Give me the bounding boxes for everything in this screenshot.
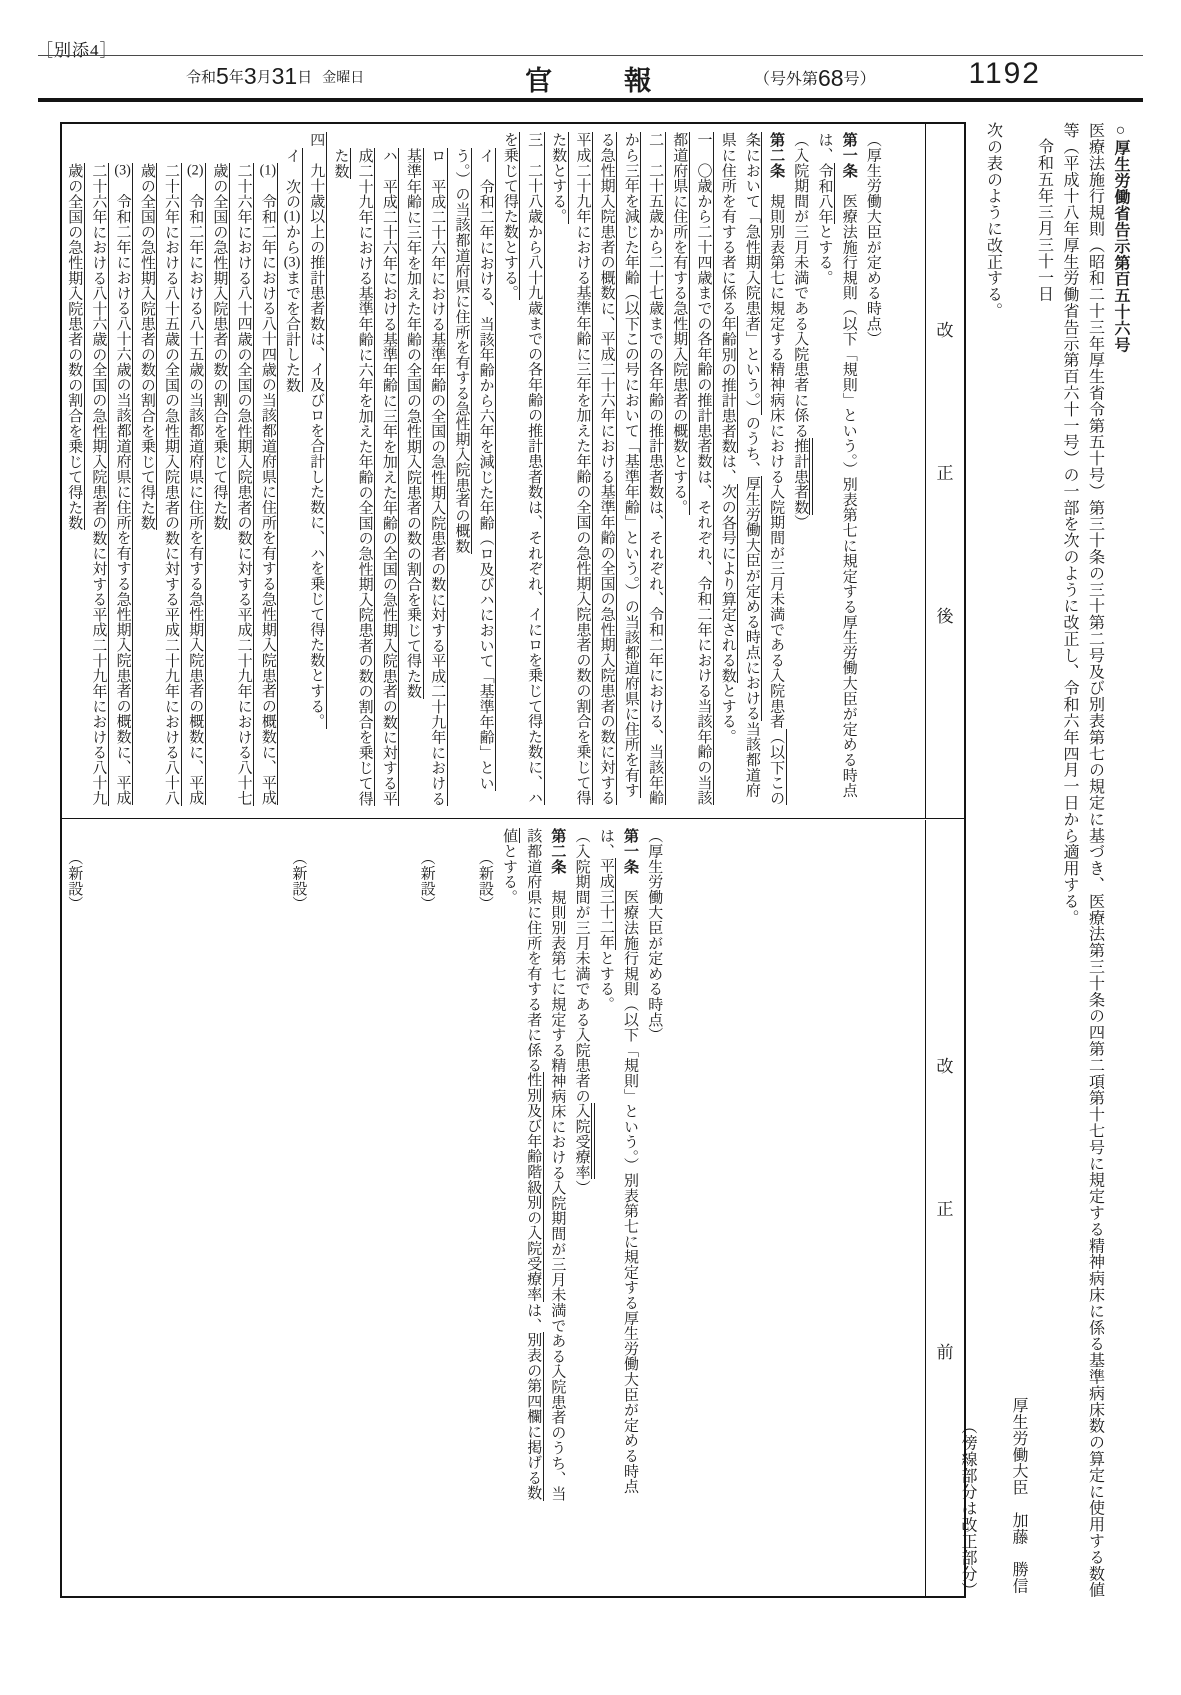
before-article1-seg: 平成三十二年 [598,858,617,950]
issue-suffix: 号） [843,71,876,88]
after-item-4-i-1-seg: 令和二年における八十四歳の当該都道府県に住所を有する急性期入院患者の概数に、平成二十六年における八十四歳の全国の急性期入院患者の数に対する平成二十九年における八十七歳の全国の急性期入院患者の数の割合を乗じて得た数 [211,163,278,806]
before-article2-seg: は、 [525,1301,542,1333]
before-new-4-seg: （新設） [66,849,83,911]
after-item-4-i-3-seg: 令和二年における八十六歳の当該都道府県に住所を有する急性期入院患者の概数に、平成二十六年における八十六歳の全国の急性期入院患者の数に対する平成二十九年における八十九歳の全国の急性期入院患者の数の割合を乗じて得た数 [66,163,133,806]
after-item-4-i [280,132,304,812]
after-article1-heading [861,132,885,812]
after-item-4-i-seg: までを合計した数 [284,270,303,392]
after-article2-seg: 当該都道府県に住所を有する者に係る [719,132,760,798]
after-article1-seg: 令和八年 [817,163,836,224]
before-article1 [594,828,642,1508]
before-article2-heading-seg: 入院受療率 [574,1103,595,1180]
after-article2-seg: 次の各号により算定される数 [720,484,739,683]
after-article2-seg: 第二条 [768,132,786,178]
after-item-4-i-2-seg: (2) [187,163,206,178]
before-article2-seg: 性別及び年齢階級別の入院受療率 [525,1072,544,1302]
after-article1-heading-seg: （厚生労働大臣が定める時点） [864,132,881,347]
minister-signature: 厚生労働大臣 加藤 勝信 [1010,1397,1027,1594]
date-month-unit: 月 [256,70,272,86]
date-day: 31 [271,63,298,89]
date-year-unit: 年 [228,70,244,86]
issue-prefix: （号外第 [754,71,819,88]
after-article2-heading [788,132,812,812]
column-header-char: 正 [936,463,954,483]
before-article1-heading [642,828,666,1508]
before-article1-heading-seg: （厚生労働大臣が定める時点） [646,827,663,1042]
before-new-2 [414,828,438,1508]
issue-no: 68 [818,65,844,91]
comparison-table [60,122,966,1598]
after-article1 [812,132,860,812]
amendment-lead: 次の表のように改正する。 [984,122,1002,319]
after-article2-heading-seg: ） [792,514,809,530]
date-year: 5 [216,63,229,89]
after-item-2-seg: 二 二十五歳から二十七歳までの各年齢の推計患者数は、それぞれ、令和二年における、当該年齢から三年を減じた年齢（以下この号において「基準年齢」という。）の当該都道府県に住所を有する急性期入院患者の概数に、平成二十六年における基準年齢の全国の急性期入院患者の数に対する平成二十九年における基準年齢に三年を加えた年齢の全国の急性期入院患者の数の割合を乗じて得た数とする。 [550,132,665,805]
before-article2-heading-seg: ） [573,1179,590,1195]
after-item-1 [667,132,715,812]
attachment-label: ［別添4］ [36,41,118,60]
before-text [62,820,674,1508]
notice-number: ○厚生労働省告示第百五十六号 [1112,122,1129,353]
after-article1-seg: 第一条 [840,132,858,178]
before-article2 [497,828,570,1508]
column-header-char: 後 [936,606,954,626]
after-item-2 [546,132,667,812]
date-era: 令和 [186,70,217,86]
date-month: 3 [243,63,257,89]
after-item-3 [498,132,546,812]
after-article2-seg: は、 [719,453,736,484]
column-header-before [925,820,964,1597]
column-header-char: 改 [936,320,954,340]
after-article1-seg: とする。 [816,223,833,286]
gazette-header [38,55,1143,102]
date-weekday: 金曜日 [322,71,365,86]
promulgation-date: 令和五年三月三十一日 [1035,138,1053,302]
after-article2-heading-seg: （入院期間が三月未満である入院患者に係る [792,132,809,438]
before-article2-seg: とする。 [501,842,518,905]
after-article2-seg: 厚生労働大臣が定める時点における [744,476,763,721]
after-item-3-ro-seg: ロ 平成二十六年における基準年齢の全国の急性期入院患者の数に対する平成二十九年における基準年齢に三年を加えた年齢の全国の急性期入院患者の数の割合を乗じて得た数 [405,148,448,806]
preamble [955,122,1134,1598]
after-cell [62,124,925,818]
after-item-4-i-seg: (3) [284,255,303,270]
after-item-4-i-seg: から [284,224,303,255]
after-item-4-seg: 四 九十歳以上の推計患者数は、イ及びロを合計した数に、ハを乗じて得た数とする。 [308,132,327,729]
after-article2-seg: 規則別表第七に規定する精神病床における入院期間が三月未満である入院患者 [768,177,785,729]
after-item-4-i-2-seg: 令和二年における八十五歳の当該都道府県に住所を有する急性期入院患者の概数に、平成二十六年における八十五歳の全国の急性期入院患者の数に対する平成二十九年における八十八歳の全国の急性期入院患者の数の割合を乗じて得た数 [139,163,206,806]
after-item-4 [304,132,328,812]
before-article2-heading [569,828,593,1508]
before-article1-seg: 第一条 [622,827,640,874]
after-item-4-i-2 [135,132,208,812]
before-article2-seg: 第二条 [549,827,567,874]
after-item-4-i-1 [207,132,280,812]
preamble-body: 医療法施行規則（昭和二十三年厚生省令第五十号）第三十条の三十第二号及び別表第七の規定に基づき、医療法第三十条の四第二項第十七号に規定する精神病床に係る基準病床数の算定に使用する数値等（平成十八年厚生労働省告示第百六十一号）の一部を次のように改正し、令和六年四月一日から適用する。 [1061,122,1104,1598]
page-number: 1192 [968,57,1041,90]
after-item-3-seg: 三 二十八歳から八十九歳までの各年齢の推計患者数は、それぞれ、イにロを乗じて得た数に、ハを乗じて得た数とする。 [502,132,545,805]
column-header-char: 前 [936,1343,954,1363]
issue-number [754,65,876,92]
before-new-1-seg: （新設） [476,849,493,911]
before-article2-heading-seg: （入院期間が三月未満である入院患者の [573,827,590,1103]
after-article2-seg: のうち、 [743,415,760,477]
gazette-title: 官報 [525,66,723,96]
after-item-3-ha [328,132,401,812]
after-item-4-i-seg: (1) [284,209,303,224]
after-item-4-i-seg: イ 次の [284,148,303,209]
before-article2-seg: 規則別表第七に規定する精神病床における入院期間が三月未満である入院患者のうち、当該都道府県に住所を有する者に係る [525,827,566,1501]
before-new-2-seg: （新設） [418,849,435,911]
column-header-char: 改 [936,1057,954,1077]
before-article2-seg: 別表の第四欄に掲げる数値 [501,828,544,1501]
before-article1-seg: 医療法施行規則（以下「規則」という。）別表第七に規定する厚生労働大臣が定める時点は、 [597,827,639,1494]
before-new-3-seg: （新設） [290,849,307,911]
after-item-4-i-3 [62,132,135,812]
before-new-1 [473,828,497,1508]
date-day-unit: 日 [297,70,313,86]
after-article2-seg: とする。 [719,682,736,745]
after-article2 [715,132,788,812]
after-item-3-ro [401,132,449,812]
column-header-after [925,124,964,818]
content-area [60,120,1133,1600]
after-article2-seg: 年齢別の推計患者数 [720,316,739,454]
issue-date [186,65,364,88]
after-item-3-i-seg: イ 令和二年における、当該年齢から六年を減じた年齢（ロ及びハにおいて「基準年齢」という。）の当該都道府県に住所を有する急性期入院患者の概数 [453,148,496,791]
after-article2-heading-seg: 推計患者数 [792,438,813,515]
after-item-3-i [449,132,497,812]
sideline-note: （傍線部分は改正部分） [959,1417,976,1598]
after-article1-seg: 医療法施行規則（以下「規則」という。）別表第七に規定する厚生労働大臣が定める時点は、 [816,132,857,798]
after-item-3-ha-seg: ハ 平成二十六年における基準年齢に三年を加えた年齢の全国の急性期入院患者の数に対する平成二十九年における基準年齢に六年を加えた年齢の全国の急性期入院患者の数の割合を乗じて得た数 [332,148,399,806]
before-new-4 [62,828,86,1508]
before-article1-seg: とする。 [597,949,614,1012]
after-article2-seg: （以下この条において「急性期入院患者」という。） [744,132,787,805]
before-cell [62,820,925,1597]
column-header-char: 正 [936,1200,954,1220]
after-item-4-i-1-seg: (1) [260,163,279,178]
after-item-4-i-3-seg: (3) [115,163,134,178]
after-item-1-seg: 一 〇歳から二十四歳までの各年齢の推計患者数は、それぞれ、令和二年における当該年齢の当該都道府県に住所を有する急性期入院患者の概数とする。 [671,132,714,805]
after-text [62,124,893,812]
before-new-3 [286,828,310,1508]
